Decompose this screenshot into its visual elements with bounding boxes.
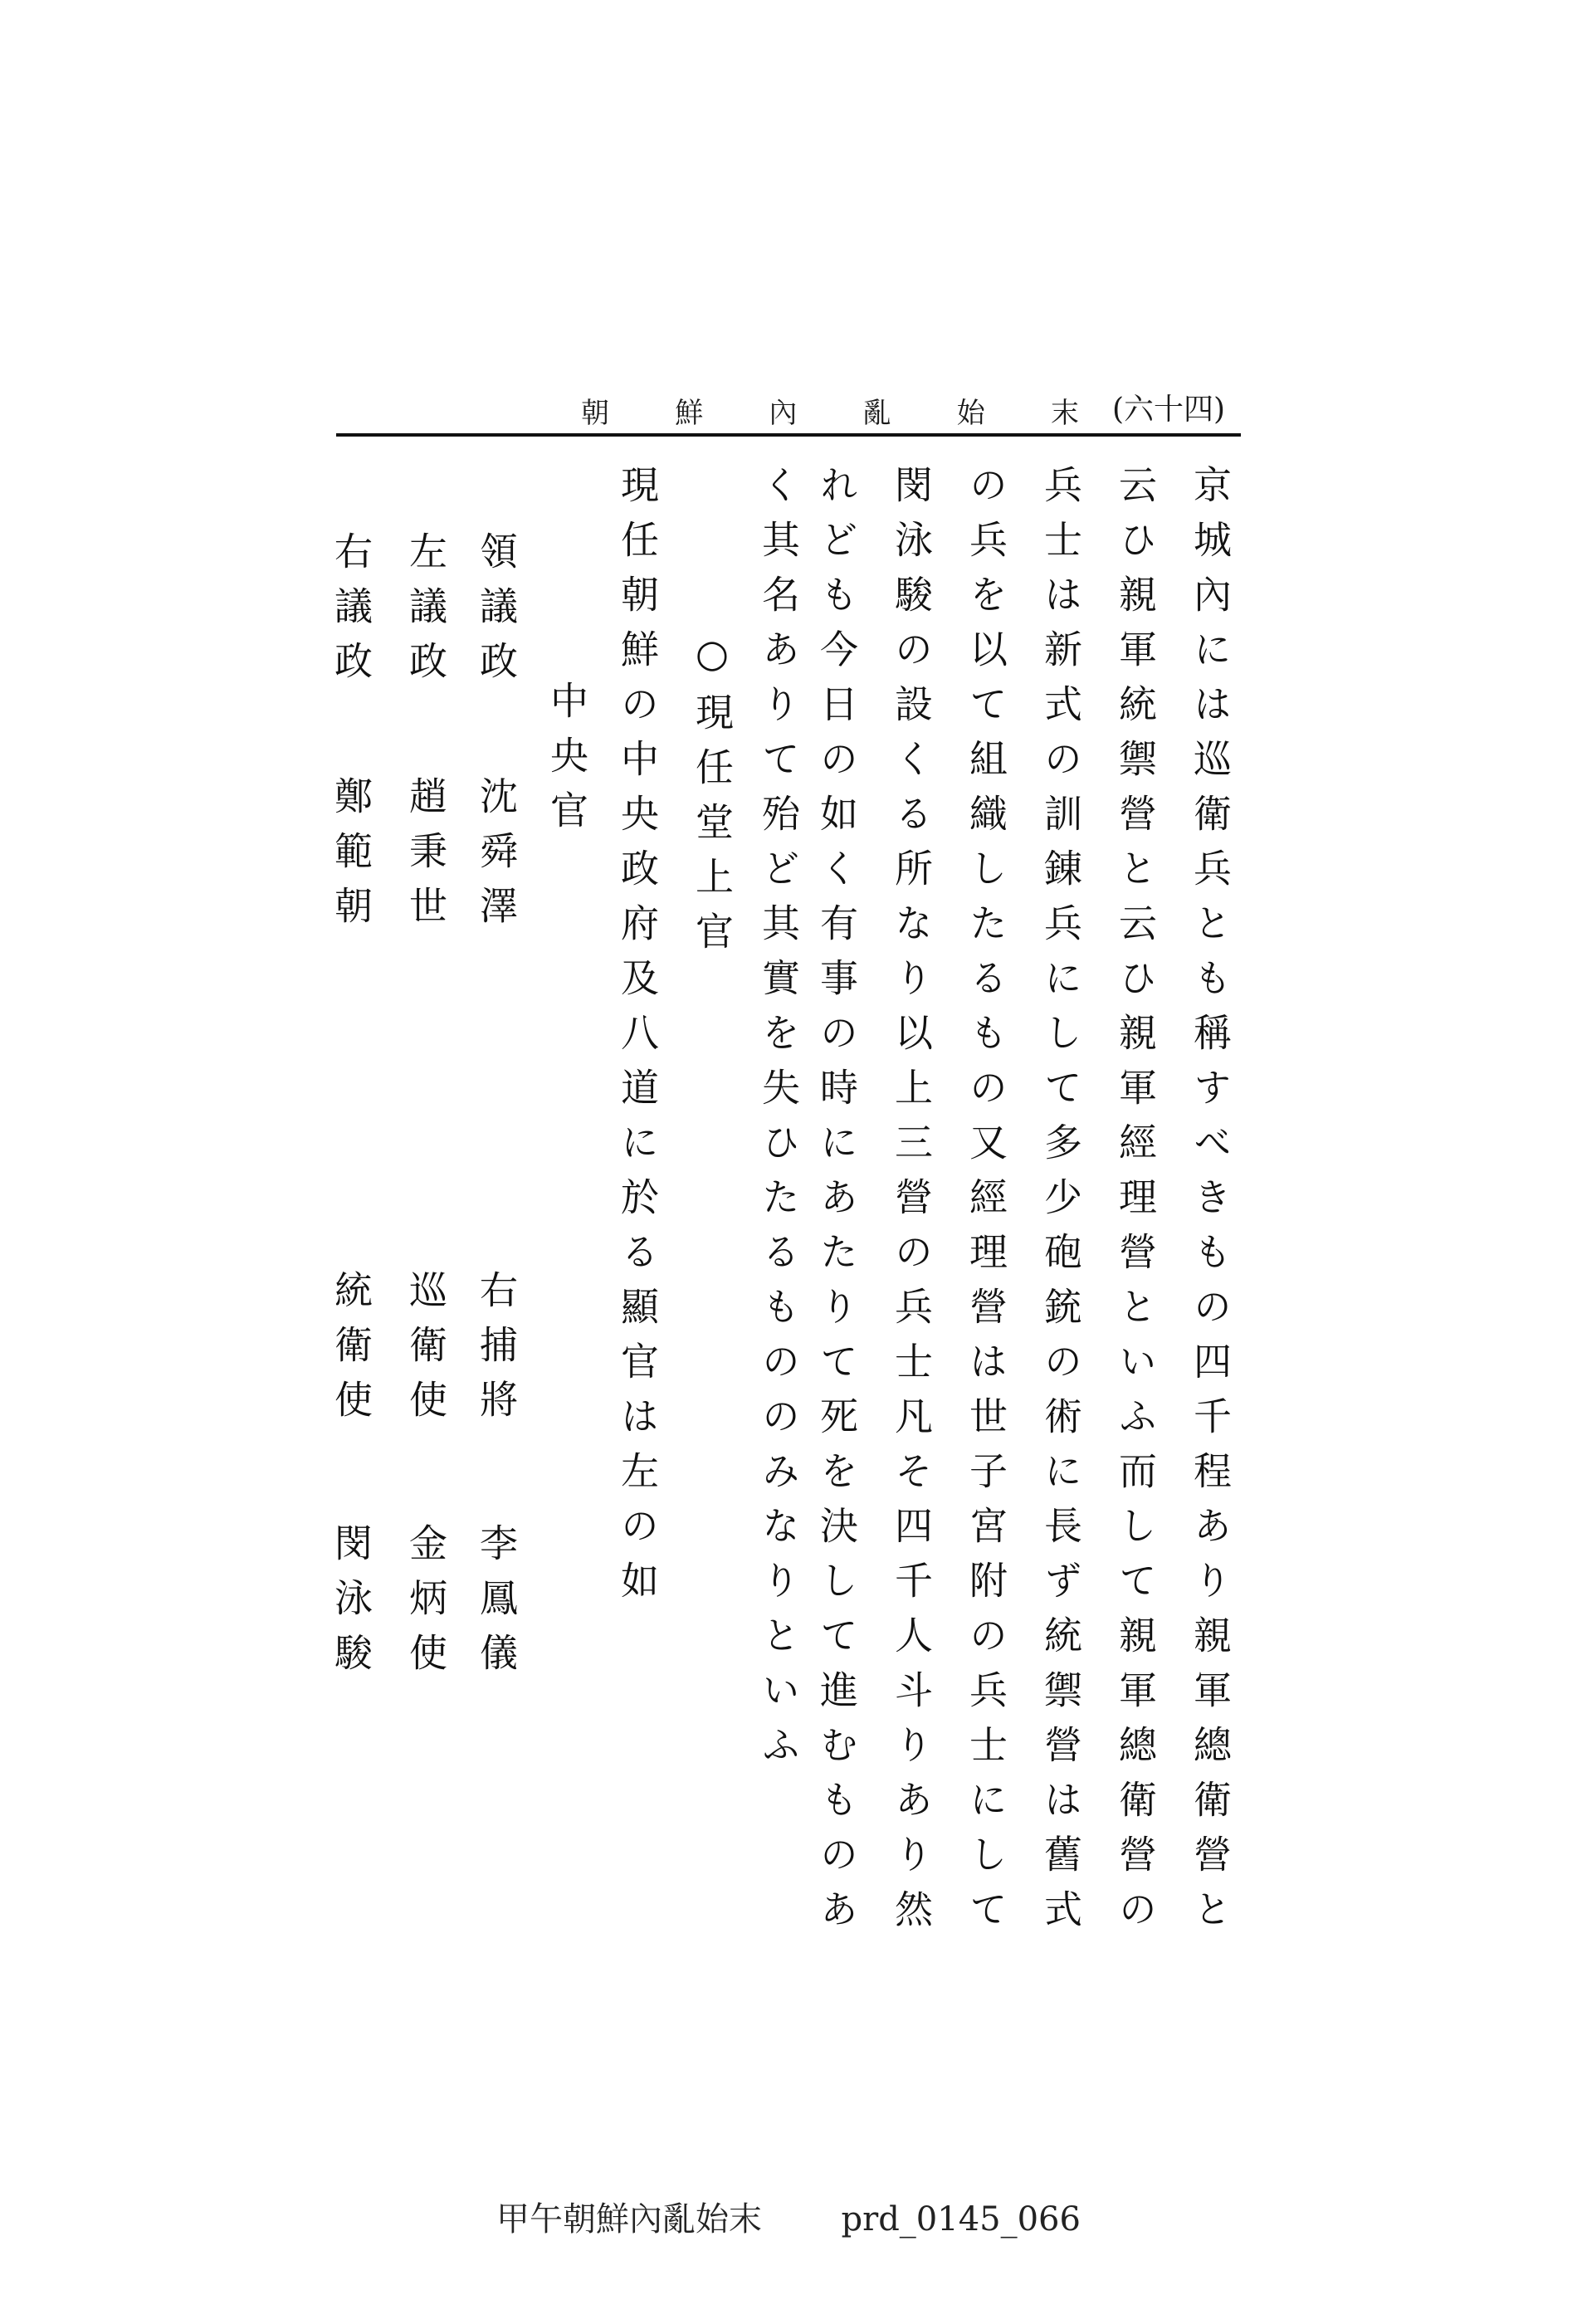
section-heading: ○現任堂上官 bbox=[690, 631, 735, 966]
header-char: 亂 bbox=[862, 397, 891, 430]
footer bbox=[0, 2193, 1577, 2240]
official-name: 鄭範朝 bbox=[329, 776, 374, 940]
text-column: れども今日の如く有事の時にあたりて死を決して進むものあ bbox=[814, 465, 859, 1944]
official-name: 趙秉世 bbox=[403, 776, 448, 940]
official-name: 閔泳駿 bbox=[329, 1523, 374, 1687]
footer-book-title: 甲午朝鮮內亂始末 bbox=[496, 2200, 763, 2239]
text-column: 云ひ親軍統禦營と云ひ親軍經理營といふ而して親軍總衛營の bbox=[1113, 465, 1158, 1944]
header-char: 內 bbox=[769, 397, 798, 430]
official-title: 右捕將 bbox=[474, 1270, 519, 1434]
header-char: 始 bbox=[956, 397, 985, 430]
official-title: 巡衛使 bbox=[403, 1270, 448, 1434]
official-name: 李鳳儀 bbox=[474, 1523, 519, 1687]
header-char: 鮮 bbox=[675, 397, 704, 430]
intro-column: 現任朝鮮の中央政府及八道に於る顯官は左の如 bbox=[615, 465, 660, 1615]
official-title: 統衛使 bbox=[329, 1270, 374, 1434]
header-char: 朝 bbox=[581, 397, 609, 430]
official-name: 金炳使 bbox=[403, 1523, 448, 1687]
header-rule bbox=[336, 433, 1241, 437]
official-title: 左議政 bbox=[403, 531, 448, 696]
running-header-title bbox=[581, 390, 1079, 431]
text-column: く其名ありて殆ど其實を失ひたるもののみなりといふ bbox=[756, 465, 801, 1780]
page-number: (六十四) bbox=[1112, 393, 1226, 427]
text-column: 閔泳駿の設くる所なり以上三營の兵士凡そ四千人斗りあり然 bbox=[889, 465, 934, 1944]
text-column: 兵士は新式の訓錬兵にして多少砲銃の術に長ず統禦營は舊式 bbox=[1038, 465, 1083, 1944]
subheading-central-officials: 中央官 bbox=[544, 681, 589, 845]
official-name: 沈舜澤 bbox=[474, 776, 519, 940]
official-title: 右議政 bbox=[329, 531, 374, 696]
header-char: 末 bbox=[1050, 397, 1079, 430]
footer-doc-id: prd_0145_066 bbox=[841, 2200, 1081, 2239]
text-column: の兵を以て組織したるもの又經理營は世子宮附の兵士にして bbox=[964, 465, 1008, 1944]
official-title: 領議政 bbox=[474, 531, 519, 696]
text-column: 京城內には巡衛兵とも稱すべきもの四千程あり親軍總衛營と bbox=[1188, 465, 1233, 1944]
